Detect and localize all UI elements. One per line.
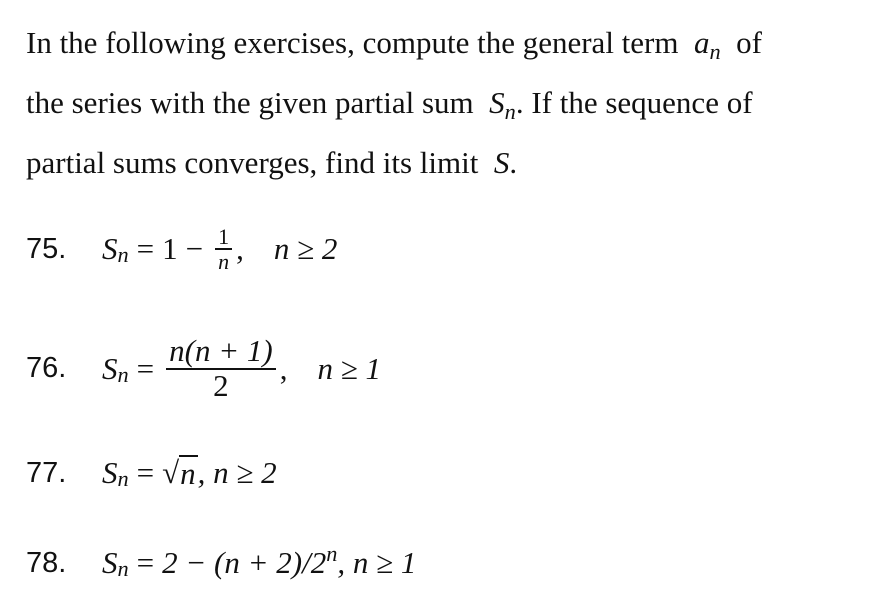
instructions-text: . If the sequence of — [515, 85, 753, 120]
square-root — [162, 455, 198, 491]
partial-sum-symbol: S — [102, 231, 118, 267]
partial-sum-subscript: n — [117, 242, 129, 268]
exponent: n — [326, 540, 338, 566]
exercise-formula — [102, 335, 381, 402]
exercise-76 — [26, 335, 381, 402]
fraction-denominator: 2 — [213, 367, 229, 403]
fraction-denominator: n — [218, 249, 230, 275]
instructions-line-1 — [26, 14, 866, 74]
expression: 2 − (n + 2)/2 — [162, 545, 327, 580]
equals-sign: = — [136, 231, 155, 267]
fraction-numerator: 1 — [218, 224, 230, 249]
exercise-number: 75. — [26, 232, 67, 265]
partial-sum-symbol: S — [102, 350, 118, 386]
instructions-line-2 — [26, 74, 866, 134]
exercise-formula — [102, 225, 337, 273]
comma: , — [279, 350, 288, 386]
exercise-formula — [102, 455, 277, 491]
condition: , n ≥ 1 — [337, 545, 417, 580]
equals-sign: = — [136, 455, 155, 491]
partial-sum-subscript: n — [117, 556, 129, 582]
partial-sum-subscript: n — [504, 99, 516, 125]
exercise-formula — [102, 540, 417, 582]
exercise-number: 78. — [26, 546, 67, 579]
instructions-text: . — [509, 145, 518, 180]
partial-sum-symbol: S — [489, 85, 505, 120]
general-term-symbol: a — [693, 25, 710, 60]
comma: , — [236, 231, 244, 267]
exercise-number: 76. — [26, 352, 67, 385]
minus-sign: − — [185, 231, 204, 267]
partial-sum-subscript: n — [117, 361, 129, 387]
instructions-paragraph — [26, 14, 866, 191]
fraction — [166, 335, 276, 402]
instructions-text: partial sums converges, find its limit — [26, 145, 479, 180]
limit-symbol: S — [493, 145, 510, 180]
equals-sign: = — [136, 350, 155, 386]
radical-sign: √ — [162, 455, 180, 490]
exercise-78 — [26, 540, 417, 582]
constant-term: 1 — [162, 231, 178, 267]
partial-sum-symbol: S — [102, 455, 118, 491]
condition: n ≥ 2 — [273, 231, 338, 267]
instructions-text: of — [736, 25, 762, 60]
exercise-75 — [26, 225, 337, 273]
instructions-text: the series with the given partial sum — [26, 85, 474, 120]
condition: n ≥ 1 — [317, 350, 381, 386]
partial-sum-symbol: S — [102, 545, 118, 580]
partial-sum-subscript: n — [117, 466, 129, 492]
condition: , n ≥ 2 — [197, 455, 277, 491]
fraction — [215, 225, 232, 273]
general-term-subscript: n — [709, 39, 721, 65]
equals-sign: = — [136, 545, 155, 580]
instructions-line-3 — [26, 134, 866, 191]
instructions-text: In the following exercises, compute the general term — [26, 25, 679, 60]
radicand: n — [180, 456, 196, 491]
exercise-77 — [26, 455, 277, 491]
exercise-number: 77. — [26, 456, 67, 489]
fraction-numerator: n(n + 1) — [169, 333, 273, 368]
